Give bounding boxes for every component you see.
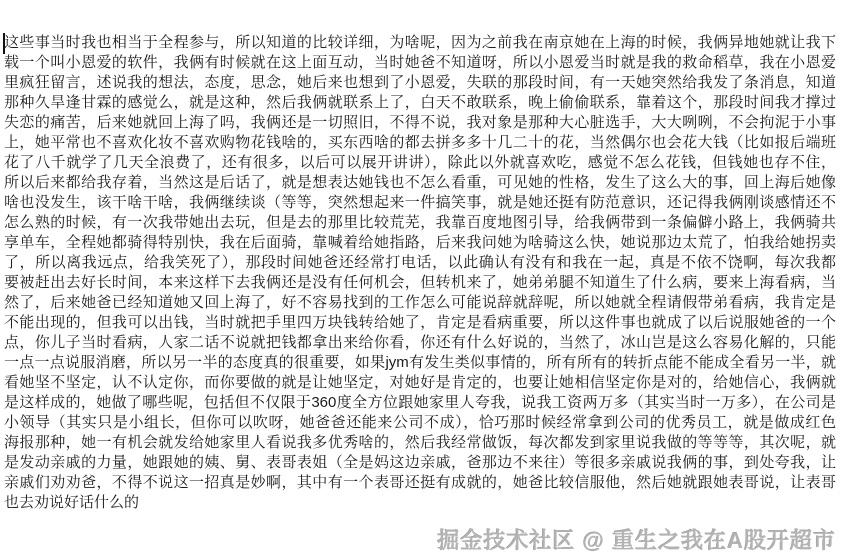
text-line: 亲戚们劝劝爸，不得不说这一招真是妙啊，其中有一个表哥还挺有成就的，她爸比较信服他，然后她就跟她表哥说，让表哥 [4, 474, 836, 491]
text-line: 小领导（其实只是小组长，但你可以吹呀，她爸爸还能来公司不成），恰巧那时候经常拿到公司的优秀员工，就是做成红色 [4, 414, 836, 431]
text-line: 也去劝说好话什么的 [4, 494, 140, 511]
text-line: 这些事当时我也相当于全程参与，所以知道的比较详细，为啥呢，因为之前我在南京她在上海的时候，我俩异地她就让我下 [4, 34, 836, 51]
text-line: 一点一点说服消磨，所以另一半的态度真的很重要，如果jym有发生类似事情的，所有所有的转折点能不能成全看另一半，就 [4, 354, 836, 371]
text-line: 是发动亲戚的力量，她跟她的姨、舅、表哥表姐（全是妈这边亲戚，爸那边不来往）等很多亲戚说我俩的事，到处夸我，让 [4, 454, 836, 471]
text-line: 点，你儿子当时看病，人家二话不说就把钱都拿出来给你看，你还有什么好说的，当然了，冰山岂是这么容易化解的，只能 [4, 334, 836, 351]
text-line: 不能出现的，但我可以出钱，当时就把手里四万块钱转给她了，肯定是看病重要，所以这件事也就成了以后说服她爸的一个 [4, 314, 836, 331]
text-line: 看她坚不坚定，认不认定你，而你要做的就是让她坚定，对她好是肯定的，也要让她相信坚定你是对的，给她信心，我俩就 [4, 374, 836, 391]
text-line: 要被赶出去好长时间，本来这样下去我俩还是没有任何机会，但转机来了，她弟弟腿不知道生了什么病，要来上海看病，当 [4, 274, 836, 291]
text-line: 那种久旱逢甘霖的感觉么，就是这种，然后我俩就联系上了，白天不敢联系，晚上偷偷联系，靠着这个，那段时间我才撑过 [4, 94, 836, 111]
text-line: 载一个叫小恩爱的软件，我俩有时候就在这上面互动，当时她爸不知道呀，所以小恩爱当时就是我的救命稻草，我在小恩爱 [4, 54, 836, 71]
post-body-text[interactable] [4, 33, 836, 513]
text-line: 上，她平常也不喜欢化妆不喜欢购物花钱啥的，买东西啥的都去拼多多十几二十的花，当然偶尔也会花大钱（比如报后端班 [4, 134, 836, 151]
text-line: 失恋的痛苦，后来她就回上海了吗，我俩还是一切照旧，不得不说，我对象是那种大心脏选手，大大咧咧，不会拘泥于小事 [4, 114, 836, 131]
text-line: 了，所以离我远点，给我笑死了），那段时间她爸还经常打电话，以此确认有没有和我在一起，真是不依不饶啊，每次我都 [4, 254, 836, 271]
text-line: 啥也没发生，该干啥干啥，我俩继续谈（等等，突然想起来一件搞笑事，就是她还挺有防范意识，还记得我俩刚谈感情还不 [4, 194, 836, 211]
text-line: 享单车，全程她都骑得特别快，我在后面骑，靠喊着给她指路，后来我问她为啥骑这么快，她说那边太荒了，怕我给她拐卖 [4, 234, 836, 251]
text-line: 怎么熟的时候，有一次我带她出去玩，但是去的那里比较荒芜，我靠百度地图引导，给我俩带到一条偏僻小路上，我俩骑共 [4, 214, 836, 231]
watermark: 掘金技术社区 @ 重生之我在A股开超市 [437, 528, 836, 553]
text-line: 所以后来都给我存着，当然这是后话了，就是想表达她钱也不怎么看重，可见她的性格，发生了这么大的事，回上海后她像 [4, 174, 836, 191]
text-line: 然了，后来她爸已经知道她又回上海了，好不容易找到的工作怎么可能说辞就辞呢，所以她就全程请假带弟看病，我肯定是 [4, 294, 836, 311]
text-line: 里疯狂留言，述说我的想法，态度，思念，她后来也想到了小恩爱，失联的那段时间，有一天她突然给我发了条消息，知道 [4, 74, 836, 91]
text-line: 海报那种，她一有机会就发给她家里人看说我多优秀啥的，然后我经常做饭，每次都发到家里说我做的等等等，其次呢，就 [4, 434, 836, 451]
text-line: 是这样成的，她做了哪些呢，包括但不仅限于360度全方位跟她家里人夸我，说我工资两万多（其实当时一万多），在公司是 [4, 394, 836, 411]
text-line: 花了八千就学了几天全浪费了，还有很多，以后可以展开讲讲），除此以外就喜欢吃，感觉不怎么花钱，但钱她也存不住， [4, 154, 836, 171]
